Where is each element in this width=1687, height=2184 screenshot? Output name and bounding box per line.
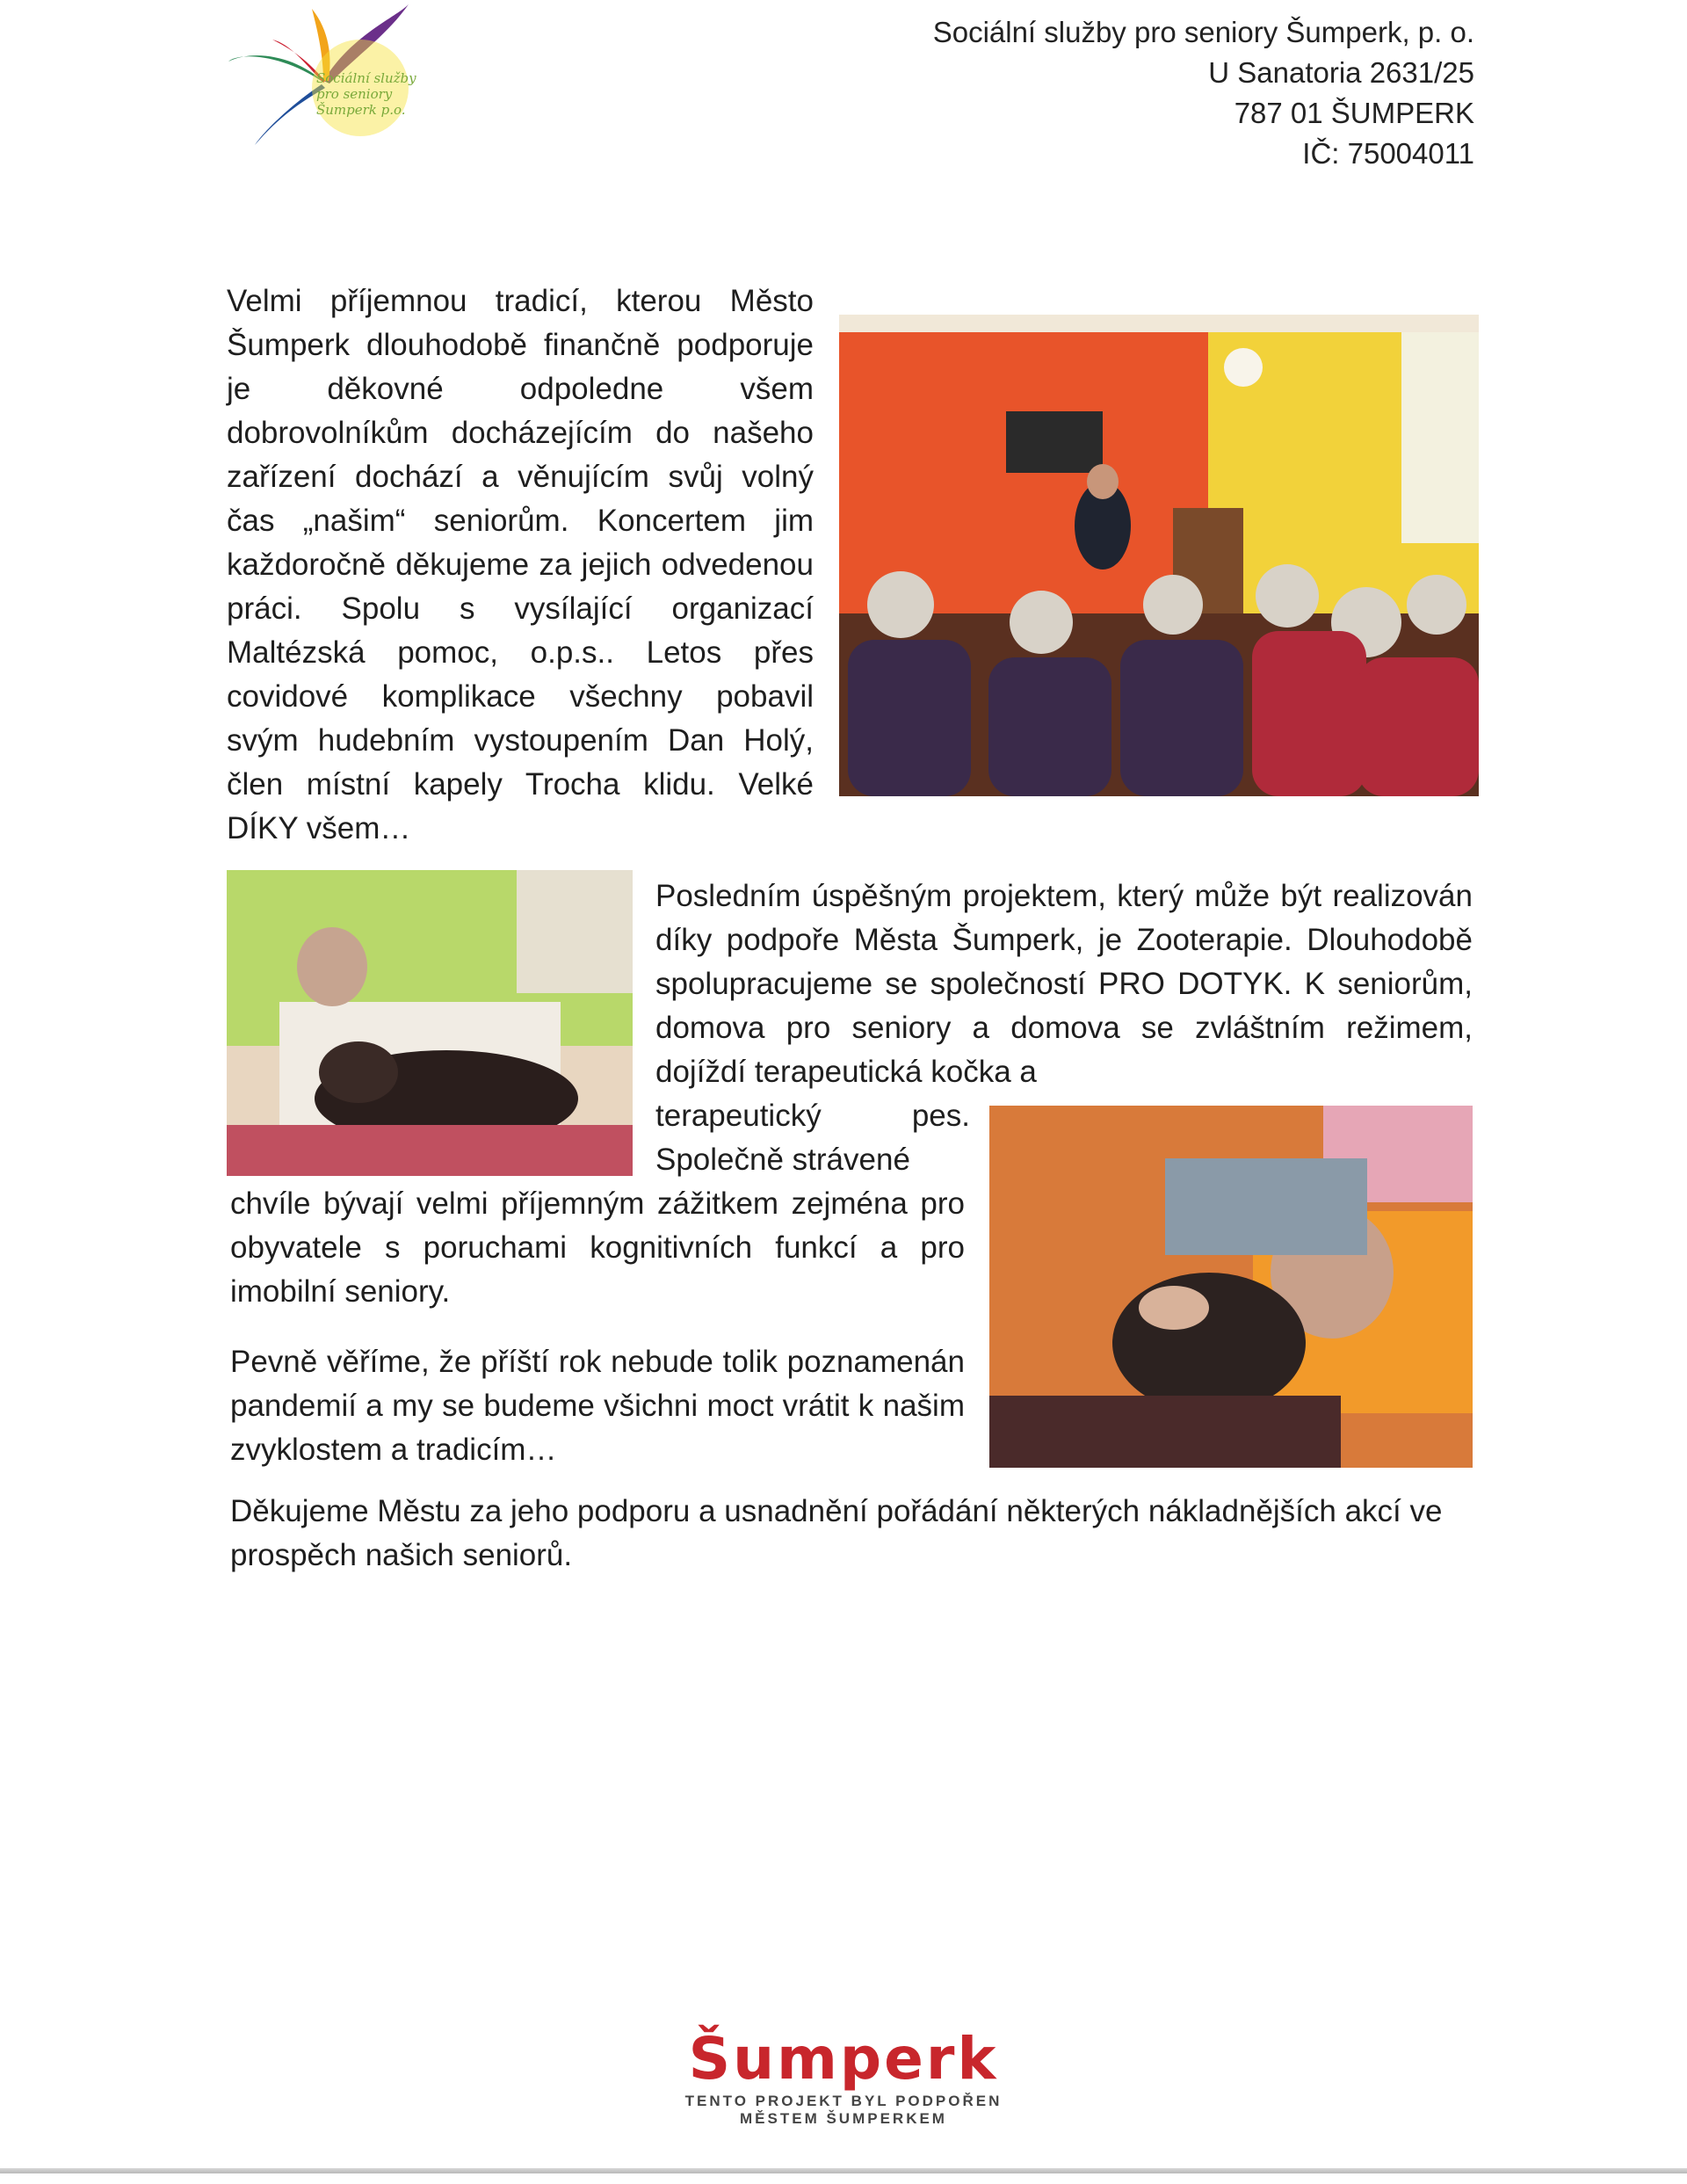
city-brand-logo: Šumperk — [688, 2025, 999, 2093]
logo-text-line: Šumperk p.o. — [316, 102, 406, 118]
organization-logo — [220, 0, 439, 158]
address-line: 787 01 ŠUMPERK — [1234, 97, 1474, 129]
scan-edge-divider — [0, 2168, 1687, 2173]
logo-text-line: pro seniory — [316, 86, 393, 102]
paragraph-zootherapy-continued: terapeutický pes. Společně strávené — [655, 1099, 970, 1177]
footer-support-note — [580, 2093, 1107, 2128]
photo-concert — [839, 315, 1479, 796]
paragraph-volunteer-thanks: Velmi příjemnou tradicí, kterou Město Šumperk dlouhodobě finančně podporuje je děkovné odpoledne všem dobrovolníkům docházejícím do našeho zařízení dochází a věnujícím svůj volný čas „našim“ seniorům. Koncertem jim každoročně děkujeme za jejich odvedenou práci. Spolu s vysílající organizací Maltézská pomoc, o.p.s.. Letos přes covidové komplikace všechny pobavil svým hudebním vystoupením Dan Holý, člen místní kapely Trocha klidu. Velké DÍKY všem… — [227, 284, 814, 845]
footer-note-line: TENTO PROJEKT BYL PODPOŘEN — [684, 2093, 1003, 2109]
address-line: Sociální služby pro seniory Šumperk, p. o. — [932, 16, 1474, 48]
paragraph-zootherapy: Posledním úspěšným projektem, který může být realizován díky podpoře Města Šumperk, je Zooterapie. Dlouhodobě spolupracujeme se společností PRO DOTYK. K seniorům, domova pro seniory a domova se zvláštním režimem, dojíždí terapeutická kočka a — [655, 879, 1473, 1089]
logo-text-line: Sociální služby — [316, 70, 416, 86]
paragraph-thanks-city: Děkujeme Městu za jeho podporu a usnadnění pořádání některých nákladnějších akcí ve prospěch našich seniorů. — [230, 1494, 1443, 1572]
logo-text — [316, 70, 439, 118]
paragraph-hope: Pevně věříme, že příští rok nebude tolik poznamenán pandemií a my se budeme všichni moct vrátit k našim zvyklostem a tradicím… — [230, 1345, 965, 1467]
photo-dog-therapy — [227, 870, 633, 1176]
footer-note-line: MĚSTEM ŠUMPERKEM — [740, 2110, 947, 2127]
footer-city-logo — [580, 2026, 1107, 2128]
address-line: U Sanatoria 2631/25 — [1208, 56, 1474, 89]
organization-address — [933, 12, 1474, 174]
address-line: IČ: 75004011 — [1302, 137, 1474, 170]
photo-cat-therapy — [989, 1106, 1473, 1468]
paragraph-zootherapy-end: chvíle bývají velmi příjemným zážitkem zejména pro obyvatele s poruchami kognitivních funkcí a pro imobilní seniory. — [230, 1186, 965, 1309]
